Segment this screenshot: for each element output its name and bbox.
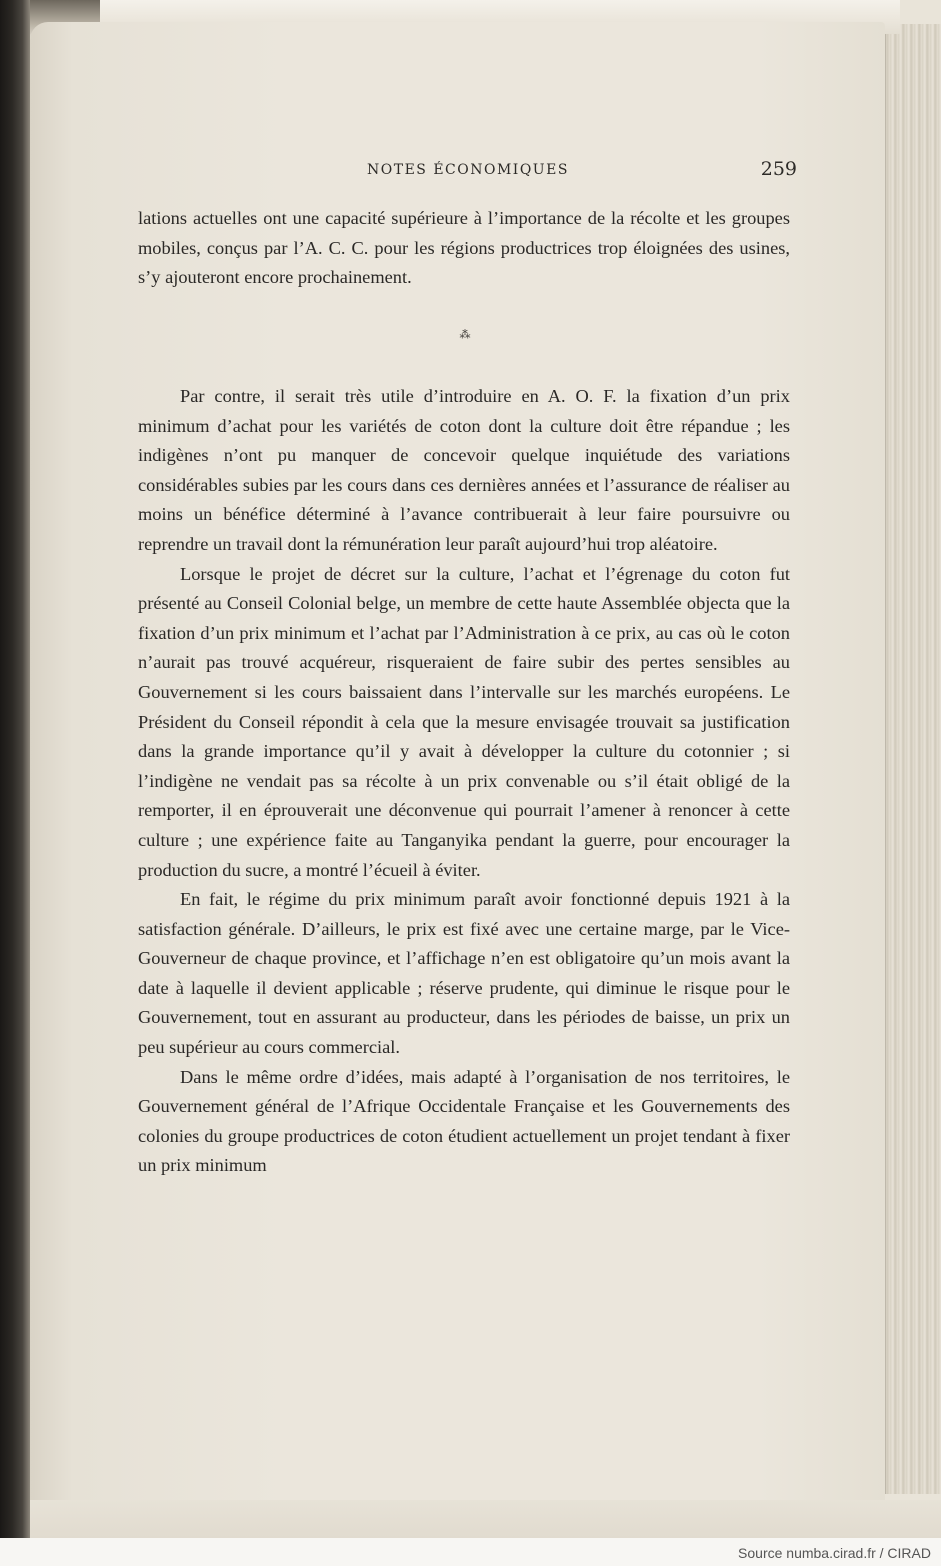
paragraph: Lorsque le projet de décret sur la culture, l’achat et l’égrenage du coton fut présenté au Conseil Colonial belge, un membre de cette haute Assemblée objecta que la fixation d’un prix minimum et l’achat par l’Administration à ce prix, au cas où le coton n’aurait pas trouvé acquéreur, risqueraient de faire subir des pertes sensibles au Gouvernement si les cours baissaient dans l’intervalle sur les marchés européens. Le Président du Conseil répondit à cela que la mesure envisagée trouvait sa justification dans la grande importance qu’il y avait à développer la culture du cotonnier ; si l’indigène ne vendait pas sa récolte à un prix convenable ou s’il était obligé de la remporter, il en éprouverait une déconvenue qui pourrait l’amener à renoncer à cette culture ; une expérience faite au Tanganyika pendant la guerre, pour encourager la production du sucre, a montré l’écueil à éviter. <box>138 563 790 880</box>
page-edges <box>882 24 941 1494</box>
bottom-page-edge <box>30 1500 941 1538</box>
text-block-main <box>138 382 790 1181</box>
asterism-divider: ⁂ <box>459 328 471 341</box>
running-head <box>137 158 797 186</box>
paragraph: lations actuelles ont une capacité supérieure à l’importance de la récolte et les groupes mobiles, conçus par l’A. C. C. pour les régions productrices trop éloignées des usines, s’y ajouteront encore prochainement. <box>138 208 790 288</box>
book-spine <box>0 0 30 1538</box>
running-title: NOTES ÉCONOMIQUES <box>367 162 569 178</box>
paragraph: En fait, le régime du prix minimum paraît avoir fonctionné depuis 1921 à la satisfaction générale. D’ailleurs, le prix est fixé avec une certaine marge, par le Vice-Gouverneur de chaque province, et l’affichage n’en est obligatoire qu’un mois avant la date à laquelle il devient applicable ; réserve prudente, qui diminue le risque pour le Gouvernement, tout en assurant au producteur, dans les périodes de baisse, un prix un peu supérieur au cours commercial. <box>138 889 790 1058</box>
source-credit: Source numba.cirad.fr / CIRAD <box>738 1545 931 1561</box>
text-block-continuation <box>138 204 790 293</box>
page-number: 259 <box>760 158 797 180</box>
paragraph: Dans le même ordre d’idées, mais adapté à l’organisation de nos territoires, le Gouvernement général de l’Afrique Occidentale Française et les Gouvernements des colonies du groupe productrices de coton étudient actuellement un projet tendant à fixer un prix minimum <box>138 1066 790 1176</box>
paragraph: Par contre, il serait très utile d’introduire en A. O. F. la fixation d’un prix minimum d’achat pour les variétés de coton dont la culture doit être répandue ; les indigènes n’ont pu manquer de concevoir quelque inquiétude des variations considérables subies par les cours dans ces dernières années et l’assurance de réaliser au moins un bénéfice déterminé à l’avance contribuerait à leur faire poursuivre ou reprendre un travail dont la rémunération leur paraît aujourd’hui trop aléatoire. <box>138 386 790 554</box>
